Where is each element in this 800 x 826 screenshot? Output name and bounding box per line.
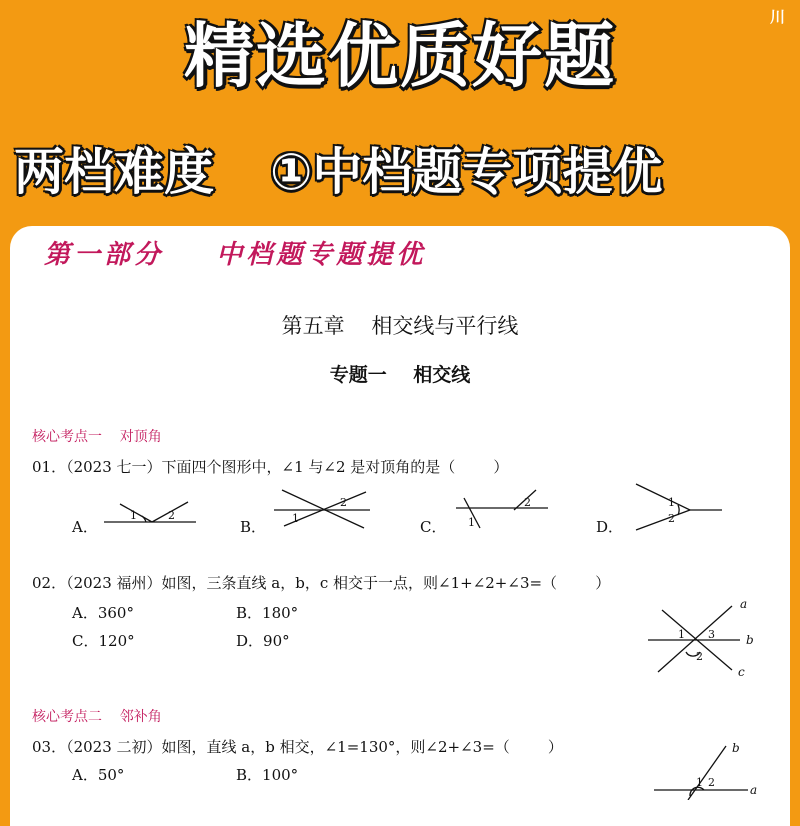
line-label: a	[750, 783, 758, 797]
option-b: B．	[240, 518, 267, 536]
option-c: C．	[420, 518, 447, 536]
option-b: B．100°	[236, 766, 299, 784]
q3-figure	[640, 738, 760, 800]
part-title: 第一部分 中档题专题提优	[44, 240, 427, 270]
option-a: A．360°	[72, 604, 134, 622]
option-a: A．	[72, 518, 98, 536]
banner-headline: 精选优质好题	[184, 15, 616, 97]
angle-label: 2	[668, 512, 675, 525]
angle-label: 2	[168, 509, 175, 522]
option-d: D．90°	[236, 632, 290, 650]
line-label: a	[740, 597, 748, 611]
question-text: 02．（2023 福州）如图，三条直线 a，b，c 相交于一点，则∠1+∠2+∠3=（ ）	[32, 574, 611, 592]
angle-label: 2	[340, 496, 347, 509]
q2-figure	[640, 596, 760, 680]
option-d: D．	[596, 518, 624, 536]
q1-figure-a	[102, 496, 198, 532]
angle-label: 3	[708, 628, 715, 641]
worksheet-page	[10, 226, 790, 826]
angle-label: 1	[130, 509, 137, 522]
chapter-title: 第五章 相交线与平行线	[281, 314, 519, 338]
angle-label: 1	[668, 496, 675, 509]
banner-subline	[0, 140, 800, 204]
line-label: c	[738, 665, 745, 679]
topic-title: 专题一 相交线	[329, 364, 471, 386]
line-label: b	[732, 741, 740, 755]
angle-label: 1	[292, 512, 299, 525]
angle-label: 2	[524, 496, 531, 509]
q1-figure-b	[272, 486, 372, 532]
q1-figure-c	[452, 488, 552, 532]
option-b: B．180°	[236, 604, 299, 622]
angle-label: 2	[708, 776, 715, 789]
angle-label: 1	[696, 776, 703, 789]
option-a: A．50°	[72, 766, 125, 784]
option-c: C．120°	[72, 632, 135, 650]
angle-label: 2	[696, 650, 703, 663]
angle-label: 1	[468, 516, 475, 529]
section-heading: 核心考点二 邻补角	[32, 709, 162, 725]
line-label: b	[746, 633, 754, 647]
banner-difficulty-label: 两档难度	[14, 143, 214, 201]
question-text: 03．（2023 二初）如图，直线 a，b 相交，∠1=130°，则∠2+∠3=（ ）	[32, 738, 563, 756]
angle-label: 1	[678, 628, 685, 641]
q1-figure-d	[634, 480, 724, 532]
question-text: 01．（2023 七一）下面四个图形中，∠1 与∠2 是对顶角的是（ ）	[32, 458, 509, 476]
section-heading: 核心考点一 对顶角	[32, 429, 162, 445]
corner-mark: 川	[769, 8, 786, 26]
banner-special-label: ①中档题专项提优	[270, 143, 663, 201]
